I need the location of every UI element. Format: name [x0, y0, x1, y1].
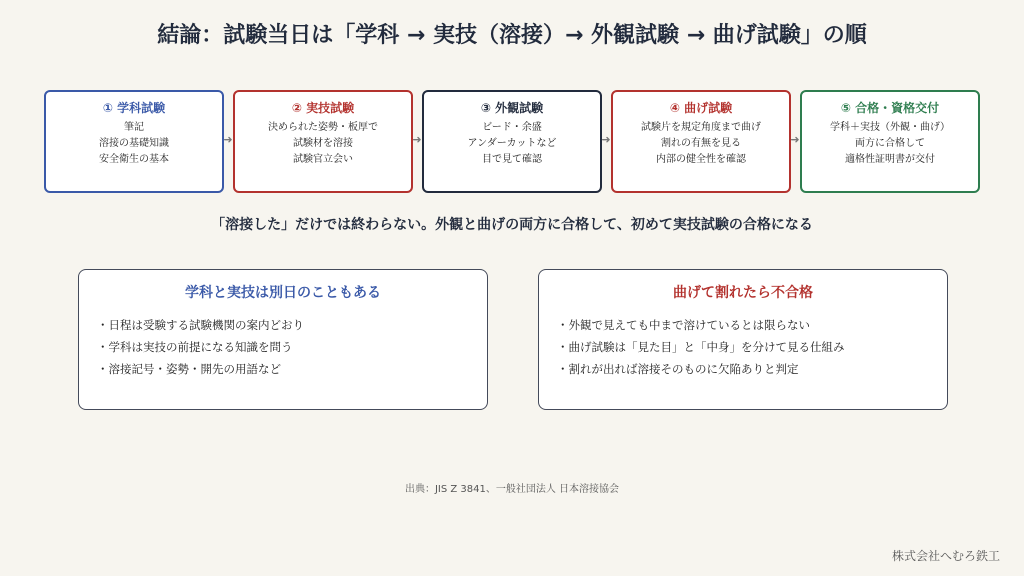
step-line: 試験官立会い — [293, 154, 353, 165]
panel-title: 曲げて割れたら不合格 — [673, 285, 813, 301]
step-title: ③ 外観試験 — [480, 101, 544, 115]
step-line: 筆記 — [124, 122, 144, 133]
step-line: 学科＋実技（外観・曲げ） — [830, 122, 950, 133]
step-bend-test — [611, 90, 791, 193]
arrow-icon: ➜ — [223, 133, 233, 146]
source-citation: 出典：JIS Z 3841、一般社団法人 日本溶接協会 — [404, 484, 620, 495]
panel-item: ・日程は受験する試験機関の案内どおり — [97, 318, 304, 332]
step-line: 試験片を規定角度まで曲げ — [641, 122, 761, 133]
arrow-icon: ➜ — [790, 133, 800, 146]
step-line: 決められた姿勢・板厚で — [268, 122, 378, 133]
step-practical-exam — [233, 90, 413, 193]
panel-title: 学科と実技は別日のこともある — [185, 285, 381, 301]
step-title: ⑤ 合格・資格交付 — [840, 101, 940, 115]
panel-item: ・外観で見えても中まで溶けているとは限らない — [557, 318, 810, 332]
step-line: 目で見て確認 — [482, 154, 542, 165]
step-line: 両方に合格して — [855, 138, 925, 149]
step-line: 試験材を溶接 — [293, 138, 353, 149]
step-line: 適格性証明書が交付 — [845, 154, 935, 165]
key-message: 「溶接した」だけでは終わらない。外観と曲げの両方に合格して、初めて実技試験の合格になる — [211, 217, 813, 233]
page-title: 結論：試験当日は「学科 → 実技（溶接）→ 外観試験 → 曲げ試験」の順 — [157, 23, 867, 48]
company-name: 株式会社へむろ鉄工 — [891, 549, 1000, 563]
process-flow — [0, 0, 1024, 200]
step-visual-exam — [422, 90, 602, 193]
step-line: ビード・余盛 — [482, 122, 542, 133]
arrow-icon: ➜ — [412, 133, 422, 146]
step-line: アンダーカットなど — [467, 138, 557, 149]
arrow-icon: ➜ — [601, 133, 611, 146]
step-certification — [800, 90, 980, 193]
step-title: ② 実技試験 — [291, 101, 355, 115]
step-title: ① 学科試験 — [102, 101, 166, 115]
step-line: 内部の健全性を確認 — [656, 154, 746, 165]
step-line: 溶接の基礎知識 — [99, 138, 169, 149]
panel-item: ・溶接記号・姿勢・開先の用語など — [97, 362, 281, 376]
step-line: 安全衛生の基本 — [99, 154, 169, 165]
panel-item: ・曲げ試験は「見た目」と「中身」を分けて見る仕組み — [557, 340, 845, 354]
panel-item: ・割れが出れば溶接そのものに欠陥ありと判定 — [557, 362, 799, 376]
panel-item: ・学科は実技の前提になる知識を問う — [97, 340, 293, 354]
panel-schedule — [78, 269, 488, 410]
step-written-exam — [44, 90, 224, 193]
step-line: 割れの有無を見る — [661, 138, 741, 149]
panel-bend-fail — [538, 269, 948, 410]
step-title: ④ 曲げ試験 — [669, 101, 733, 115]
